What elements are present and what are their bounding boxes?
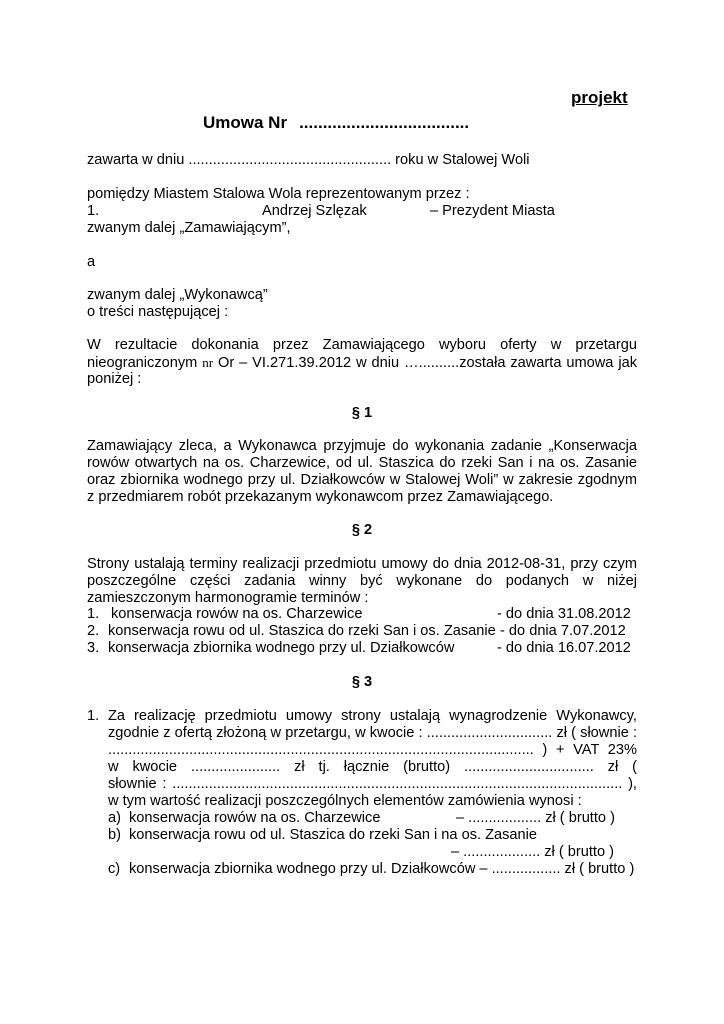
s3-item-b-text: konserwacja rowu od ul. Staszica do rzeki San i na os. Zasanie <box>129 827 538 843</box>
result-line-2 <box>87 354 637 373</box>
schedule-item-1-num: 1. <box>87 606 100 622</box>
s2-line-3: zamieszczonym harmonogramie terminów : <box>87 590 369 606</box>
draft-label: projekt <box>571 88 628 107</box>
result-line-1: W rezultacie dokonania przez Zamawiającego wyboru oferty w przetargu <box>87 337 637 353</box>
s3-line-5: słownie : ............................................................................................................... ), <box>108 776 637 792</box>
schedule-item-3-num: 3. <box>87 640 100 656</box>
section-1-heading: § 1 <box>351 405 373 421</box>
rep-role: – Prezydent Miasta <box>430 203 555 219</box>
s1-line-1: Zamawiający zleca, a Wykonawca przyjmuje do wykonania zadanie „Konserwacja <box>87 438 637 454</box>
s2-line-1: Strony ustalają terminy realizacji przedmiotu umowy do dnia 2012-08-31, przy czym <box>87 556 637 572</box>
s1-line-4: z przedmiarem robót przekazanym wykonawcom przez Zamawiającego. <box>87 489 554 505</box>
s1-line-3: oraz zbiornika wodnego przy ul. Działkowców w Stalowej Woli” w zakresie zgodnym <box>87 472 637 488</box>
content-line: o treści następującej : <box>87 304 229 320</box>
result-line-2a: nieograniczonym <box>87 355 203 371</box>
contract-title <box>203 113 469 133</box>
s3-line-2: zgodnie z ofertą złożoną w przetargu, w kwocie : ............................... zł ( słownie : <box>108 725 637 741</box>
schedule-item-1-text: konserwacja rowów na os. Charzewice <box>111 606 363 622</box>
result-nr: nr <box>202 355 214 370</box>
s3-item-c-text: konserwacja zbiornika wodnego przy ul. Działkowców – ................. zł ( brutto ) <box>129 861 635 877</box>
s3-item-b-value: – ................... zł ( brutto ) <box>451 844 615 860</box>
contract-number-dots: .................................... <box>299 113 470 132</box>
schedule-item-3-date: - do dnia 16.07.2012 <box>497 640 631 656</box>
section-3-heading: § 3 <box>351 674 373 690</box>
schedule-item-3-text: konserwacja zbiornika wodnego przy ul. Działkowców <box>108 640 455 656</box>
schedule-item-2-date: - do dnia 7.07.2012 <box>500 623 626 639</box>
rep-number: 1. <box>87 203 100 219</box>
schedule-item-2-num: 2. <box>87 623 100 639</box>
section-2-heading: § 2 <box>351 522 373 538</box>
result-line-2b: Or – VI.271.39.2012 w dniu …..........została zawarta umowa jak <box>213 355 637 371</box>
s3-item-a-label: a) <box>108 810 121 826</box>
s1-line-2: rowów otwartych na os. Charzewice, od ul. Staszica do rzeki San i na os. Zasanie <box>87 455 637 471</box>
s3-item-c-label: c) <box>108 861 121 877</box>
s3-item-num: 1. <box>87 708 100 724</box>
called-wykonawca: zwanym dalej „Wykonawcą” <box>87 287 268 303</box>
contract-title-text: Umowa Nr <box>203 113 288 132</box>
s3-item-a-text: konserwacja rowów na os. Charzewice <box>129 810 381 826</box>
result-line-3: poniżej : <box>87 371 142 387</box>
s3-line-1: Za realizację przedmiotu umowy strony ustalają wynagrodzenie Wykonawcy, <box>108 708 637 724</box>
called-zamawiajacy: zwanym dalej „Zamawiającym”, <box>87 220 291 236</box>
rep-name: Andrzej Szlęzak <box>262 203 367 219</box>
and-line: a <box>87 254 96 270</box>
s2-line-2: poszczególne części zadania winny być wykonane do podanych w niżej <box>87 573 637 589</box>
schedule-item-2-text: konserwacja rowu od ul. Staszica do rzeki San i os. Zasanie <box>108 623 496 639</box>
date-line: zawarta w dniu .................................................. roku w Stalowej Woli <box>87 152 530 168</box>
s3-line-3: ......................................................................................................... ) + VAT 23% <box>108 742 637 758</box>
s3-item-a-value: – .................. zł ( brutto ) <box>456 810 615 826</box>
schedule-item-1-date: - do dnia 31.08.2012 <box>497 606 631 622</box>
between-line: pomiędzy Miastem Stalowa Wola reprezentowanym przez : <box>87 186 470 202</box>
s3-item-b-label: b) <box>108 827 121 843</box>
s3-line-4: w kwocie ...................... zł tj. łącznie (brutto) ................................ zł ( <box>108 759 637 775</box>
s3-line-6: w tym wartość realizacji poszczególnych elementów zamówienia wynosi : <box>108 793 582 809</box>
